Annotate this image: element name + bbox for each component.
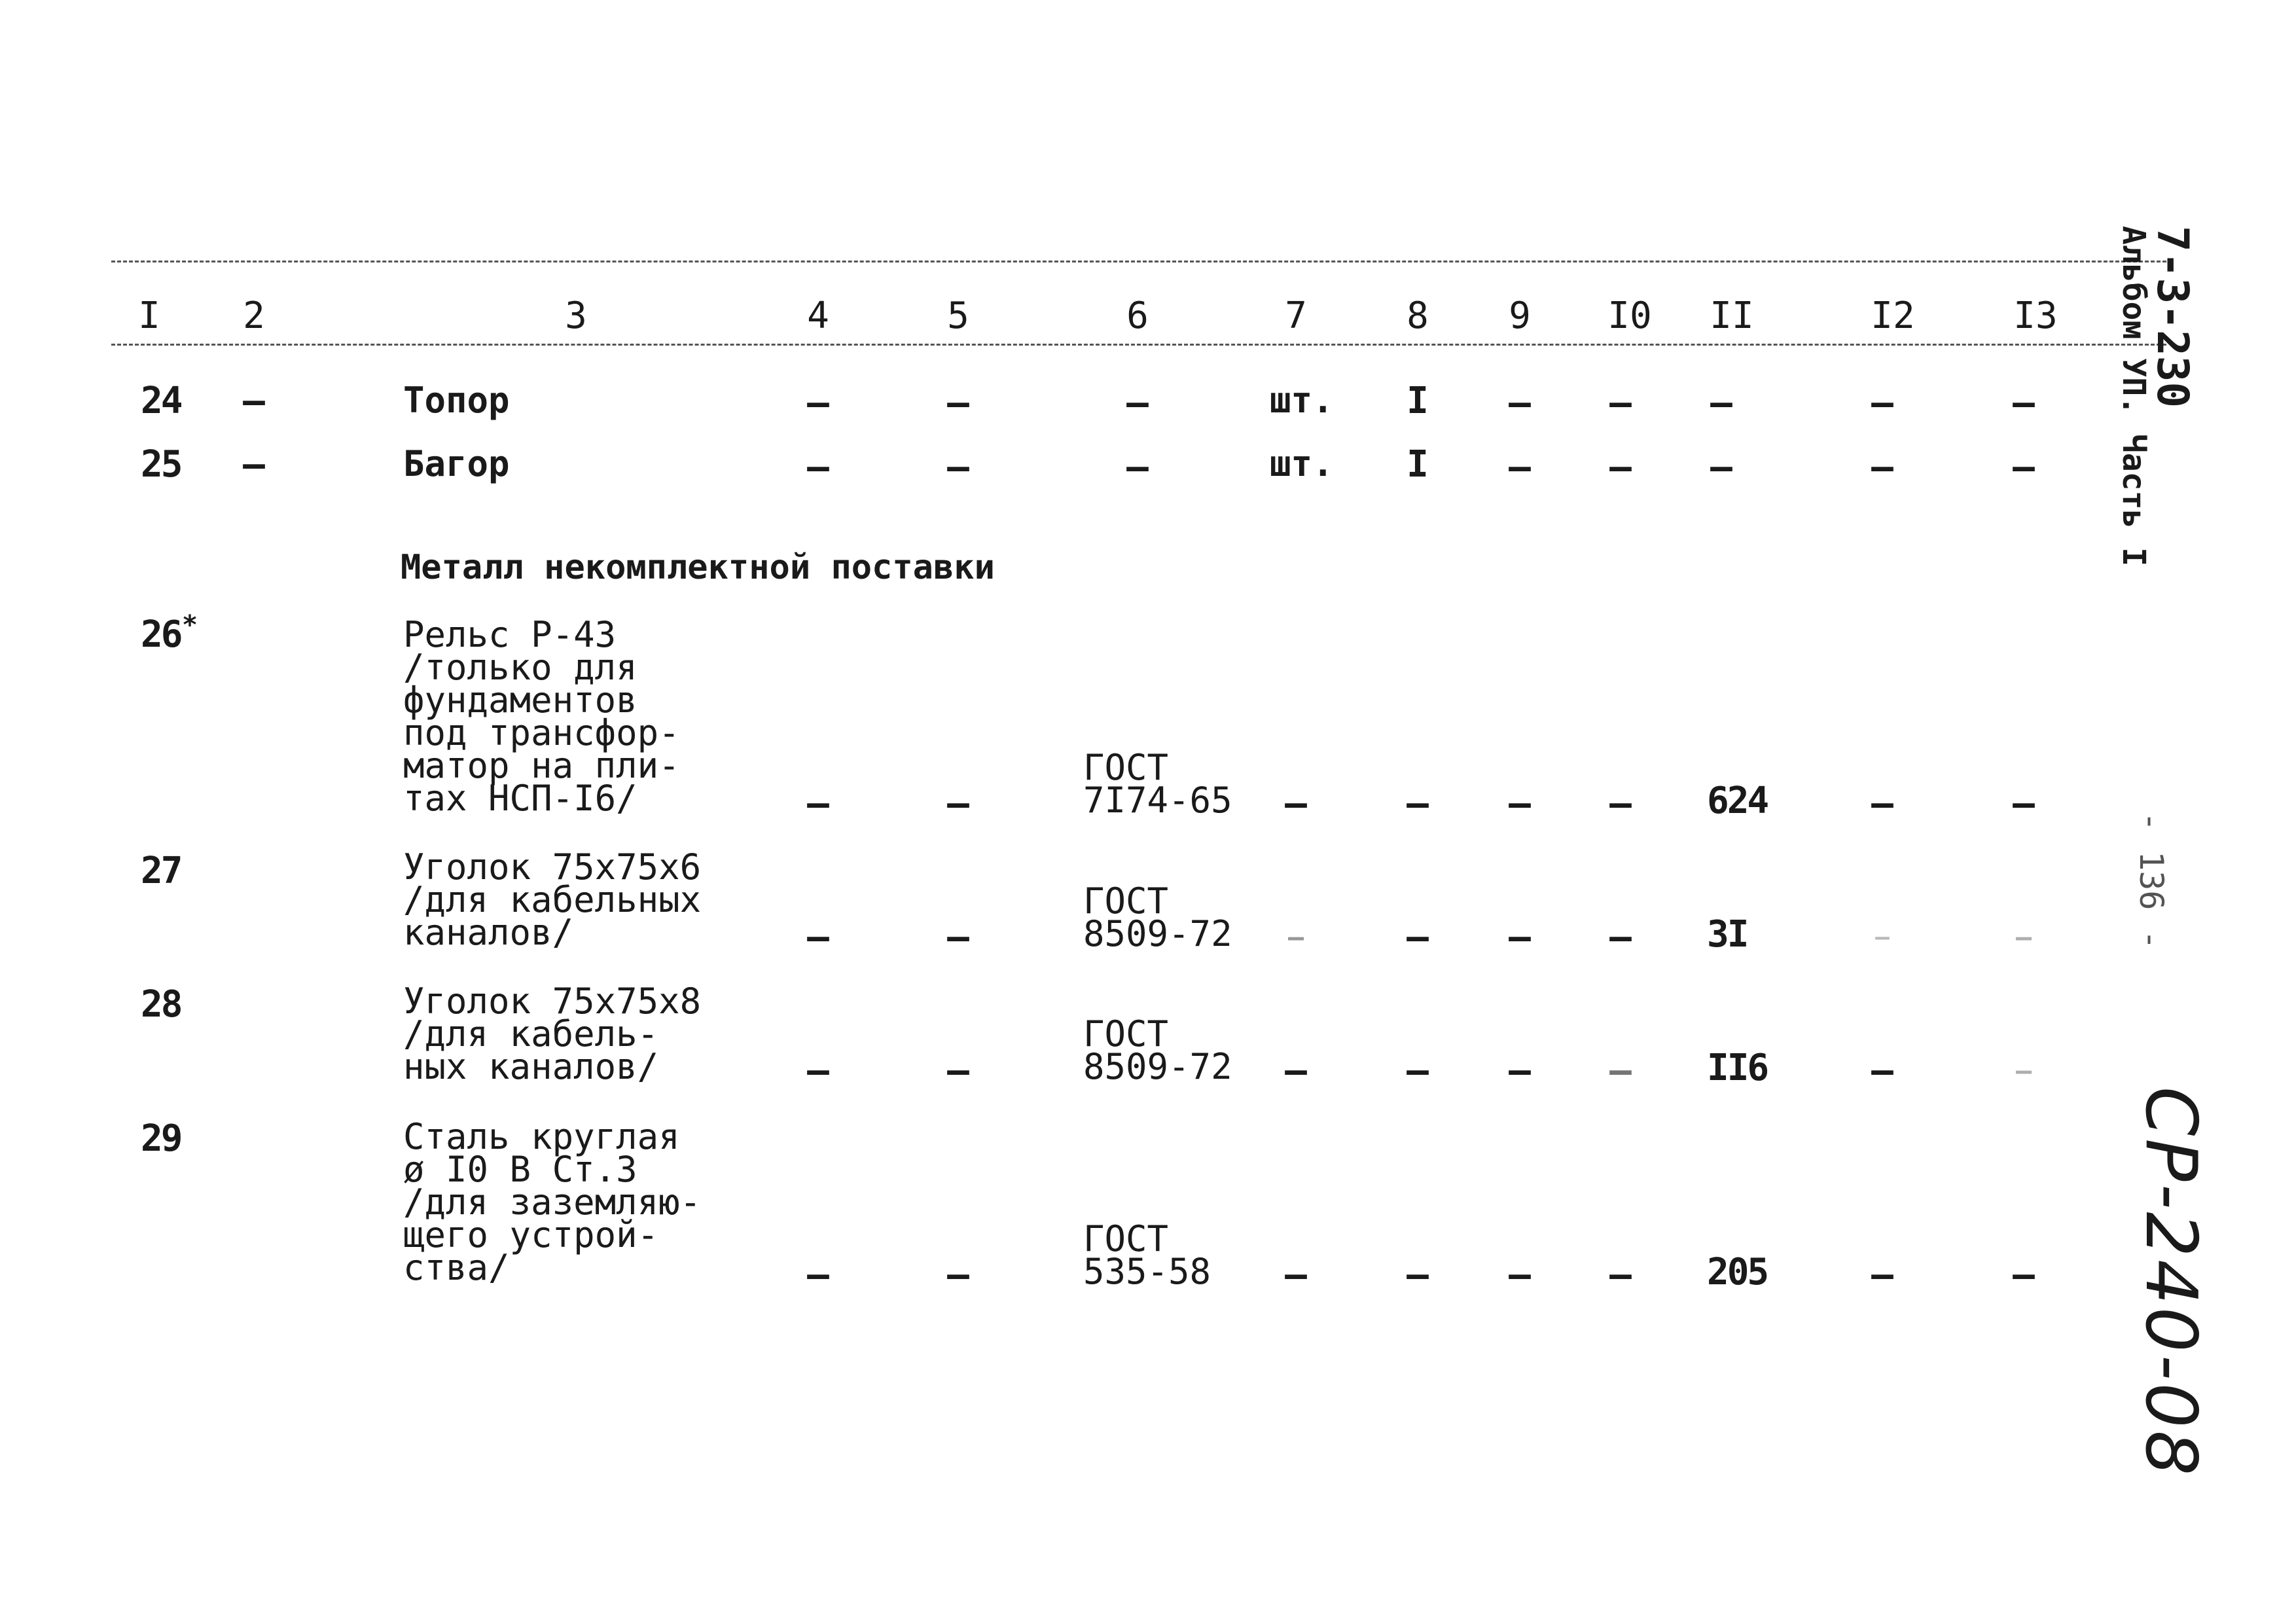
gost-number: 535-58 xyxy=(1083,1251,1211,1292)
document-code: 7-3-230 xyxy=(2147,226,2198,408)
col13-value: – xyxy=(2013,782,2035,825)
mass-value: 3I xyxy=(1707,913,1748,956)
col12-value: – xyxy=(1871,1254,1893,1296)
col5-value: – xyxy=(947,1254,969,1296)
column-header-2: 2 xyxy=(243,295,265,337)
item-name-line: /для заземляю- xyxy=(403,1182,702,1223)
gost-reference xyxy=(1083,880,1232,954)
page-number: - 136 - xyxy=(2132,812,2170,950)
column-header-12: I2 xyxy=(1871,295,1915,337)
column-header-1: I xyxy=(138,295,160,337)
col2-value: – xyxy=(243,443,265,486)
item-name xyxy=(403,614,680,819)
col4-value: – xyxy=(807,446,829,488)
item-name-line: ства/ xyxy=(403,1247,510,1288)
col13-value: – xyxy=(2013,382,2035,424)
item-name: Багор xyxy=(403,443,510,484)
column-header-3: 3 xyxy=(565,295,587,337)
gost-label: ГОСТ xyxy=(1083,1218,1169,1259)
col5-value: – xyxy=(947,916,969,958)
col13-value: – xyxy=(2015,922,2032,952)
item-name xyxy=(403,1116,702,1288)
col4-value: – xyxy=(807,782,829,825)
row-number: 25 xyxy=(141,443,181,486)
col13-value: – xyxy=(2013,446,2035,488)
col8-value: – xyxy=(1407,1049,1429,1092)
column-header-6: 6 xyxy=(1126,295,1149,337)
item-name-line: Уголок 75х75х6 xyxy=(403,846,702,888)
gost-label: ГОСТ xyxy=(1083,747,1169,788)
item-name-line: каналов/ xyxy=(403,912,574,953)
col13-value: – xyxy=(2015,1056,2032,1086)
header-top-rule xyxy=(111,261,2166,262)
item-name-line: /для кабель- xyxy=(403,1013,659,1055)
mass-value: II6 xyxy=(1707,1047,1768,1089)
footnote-mark: * xyxy=(182,610,198,640)
item-name-line: тах НСП-I6/ xyxy=(403,778,637,819)
item-name-line: матор на пли- xyxy=(403,745,680,786)
item-name xyxy=(403,846,702,953)
col9-value: – xyxy=(1509,382,1531,424)
row-number: 26 xyxy=(141,613,181,656)
column-header-11: II xyxy=(1710,295,1754,337)
row-number: 29 xyxy=(141,1117,181,1160)
quantity-value: I xyxy=(1407,443,1429,486)
item-name-line: под трансфор- xyxy=(403,712,680,753)
col10-value: – xyxy=(1609,916,1632,958)
col2-value: – xyxy=(243,380,265,422)
gost-label: ГОСТ xyxy=(1083,1013,1169,1055)
item-name-line: Уголок 75х75х8 xyxy=(403,981,702,1022)
row-number: 24 xyxy=(141,380,181,422)
col7-value: – xyxy=(1285,1049,1307,1092)
album-part-label: Альбом УП. Часть I xyxy=(2115,226,2152,567)
col5-value: – xyxy=(947,1049,969,1092)
column-header-4: 4 xyxy=(807,295,829,337)
quantity-value: I xyxy=(1407,380,1429,422)
item-name-line: ных каналов/ xyxy=(403,1046,659,1087)
col11-value: – xyxy=(1710,446,1732,488)
mass-value: 624 xyxy=(1707,780,1768,822)
col6-value: – xyxy=(1126,382,1149,424)
gost-number: 8509-72 xyxy=(1083,913,1232,954)
gost-label: ГОСТ xyxy=(1083,880,1169,922)
col9-value: – xyxy=(1509,782,1531,825)
item-name-line: Рельс Р-43 xyxy=(403,614,617,655)
col12-value: – xyxy=(1871,1049,1893,1092)
col12-value: – xyxy=(1871,446,1893,488)
col9-value: – xyxy=(1509,916,1531,958)
col8-value: – xyxy=(1407,1254,1429,1296)
item-name-line: /для кабельных xyxy=(403,879,702,920)
row-number: 27 xyxy=(141,850,181,892)
col10-value: – xyxy=(1609,1049,1632,1092)
item-name: Топор xyxy=(403,380,510,421)
item-name xyxy=(403,981,702,1087)
col12-value: – xyxy=(1875,924,1890,950)
handwritten-archive-number: СР-240-08 xyxy=(2130,1087,2212,1479)
item-name-line: фундаментов xyxy=(403,679,637,721)
column-header-8: 8 xyxy=(1407,295,1429,337)
col9-value: – xyxy=(1509,1049,1531,1092)
gost-number: 8509-72 xyxy=(1083,1046,1232,1087)
col13-value: – xyxy=(2013,1254,2035,1296)
gost-reference xyxy=(1083,1218,1211,1292)
col7-value: – xyxy=(1287,922,1304,952)
col5-value: – xyxy=(947,446,969,488)
column-header-9: 9 xyxy=(1509,295,1531,337)
col4-value: – xyxy=(807,1254,829,1296)
column-header-7: 7 xyxy=(1285,295,1307,337)
section-title: Металл некомплектной поставки xyxy=(401,548,995,587)
column-header-13: I3 xyxy=(2013,295,2058,337)
col12-value: – xyxy=(1871,782,1893,825)
item-name-line: Сталь круглая xyxy=(403,1116,680,1157)
item-name-line: ø I0 В Ст.3 xyxy=(403,1149,637,1190)
col9-value: – xyxy=(1509,446,1531,488)
column-header-10: I0 xyxy=(1607,295,1652,337)
mass-value: 205 xyxy=(1707,1251,1768,1293)
item-name-line: щего устрой- xyxy=(403,1214,659,1255)
col8-value: – xyxy=(1407,916,1429,958)
col11-value: – xyxy=(1710,382,1732,424)
col10-value: – xyxy=(1609,446,1632,488)
col10-value: – xyxy=(1609,1254,1632,1296)
col10-value: – xyxy=(1609,382,1632,424)
col10-value: – xyxy=(1609,782,1632,825)
unit-value: шт. xyxy=(1270,380,1334,421)
header-bottom-rule xyxy=(111,344,2166,346)
col6-value: – xyxy=(1126,446,1149,488)
col4-value: – xyxy=(807,916,829,958)
gost-number: 7I74-65 xyxy=(1083,780,1232,821)
col5-value: – xyxy=(947,782,969,825)
column-header-5: 5 xyxy=(947,295,969,337)
col9-value: – xyxy=(1509,1254,1531,1296)
col5-value: – xyxy=(947,382,969,424)
gost-reference xyxy=(1083,1013,1232,1087)
col12-value: – xyxy=(1871,382,1893,424)
col8-value: – xyxy=(1407,782,1429,825)
col7-value: – xyxy=(1285,1254,1307,1296)
unit-value: шт. xyxy=(1270,443,1334,484)
item-name-line: /только для xyxy=(403,647,637,688)
row-number: 28 xyxy=(141,983,181,1026)
col4-value: – xyxy=(807,1049,829,1092)
col7-value: – xyxy=(1285,782,1307,825)
gost-reference xyxy=(1083,747,1232,821)
col4-value: – xyxy=(807,382,829,424)
